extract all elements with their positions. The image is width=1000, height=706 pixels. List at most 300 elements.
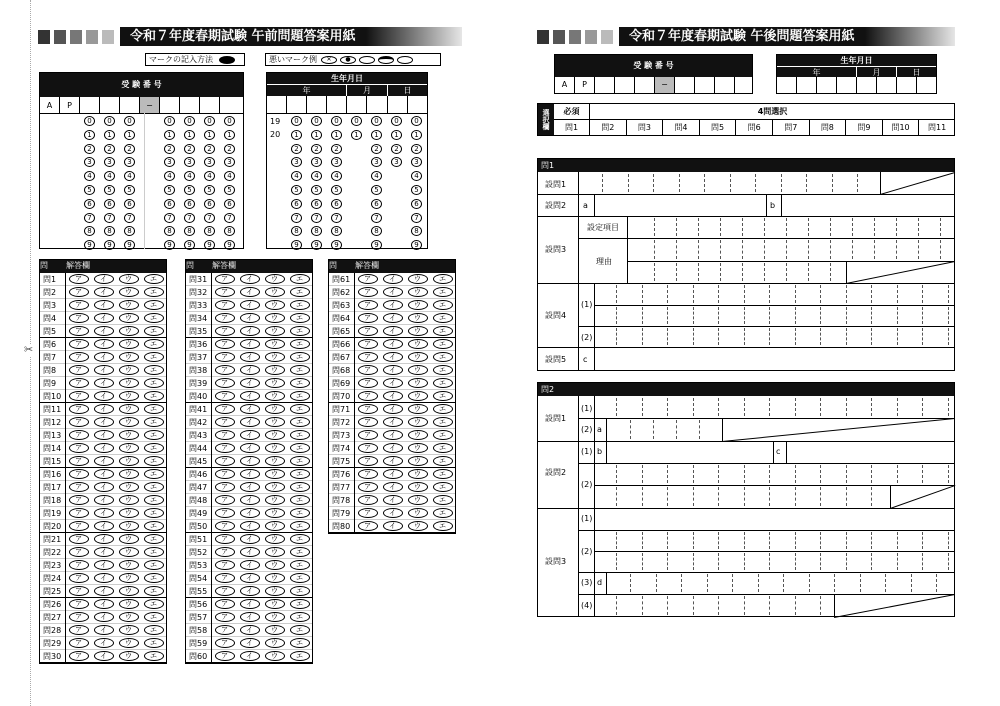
exam-digit-bubble[interactable]: 7 bbox=[224, 213, 235, 223]
am-option-bubble[interactable]: エ bbox=[144, 638, 164, 648]
pm-q1-s2a-field[interactable] bbox=[594, 194, 766, 216]
am-option-bubble[interactable]: イ bbox=[94, 300, 114, 310]
pm-birth-cell[interactable] bbox=[917, 77, 936, 93]
am-option-bubble[interactable]: エ bbox=[144, 495, 164, 505]
exam-digit-bubble[interactable]: 8 bbox=[184, 226, 195, 236]
exam-digit-bubble[interactable]: 5 bbox=[104, 185, 115, 195]
pm-q2-s3d-field[interactable] bbox=[606, 572, 955, 594]
am-option-bubble[interactable]: ウ bbox=[265, 534, 285, 544]
am-option-bubble[interactable]: イ bbox=[383, 443, 403, 453]
exam-digit-bubble[interactable]: 3 bbox=[204, 157, 215, 167]
am-option-bubble[interactable]: ウ bbox=[408, 274, 428, 284]
am-option-bubble[interactable]: ア bbox=[69, 456, 89, 466]
birth-day-bubble[interactable]: 2 bbox=[411, 144, 422, 154]
am-option-bubble[interactable]: エ bbox=[433, 378, 453, 388]
am-option-bubble[interactable]: ア bbox=[215, 300, 235, 310]
am-option-bubble[interactable]: エ bbox=[290, 456, 310, 466]
am-option-bubble[interactable]: ウ bbox=[408, 378, 428, 388]
pm-birth-cell[interactable] bbox=[897, 77, 917, 93]
am-option-bubble[interactable]: イ bbox=[240, 365, 260, 375]
birth-year-bubble[interactable]: 2 bbox=[331, 144, 342, 154]
am-option-bubble[interactable]: ウ bbox=[265, 378, 285, 388]
am-option-bubble[interactable]: イ bbox=[240, 313, 260, 323]
am-option-bubble[interactable]: エ bbox=[433, 287, 453, 297]
exam-digit-bubble[interactable]: 4 bbox=[184, 171, 195, 181]
am-option-bubble[interactable]: イ bbox=[383, 521, 403, 531]
am-option-bubble[interactable]: ア bbox=[358, 365, 378, 375]
am-option-bubble[interactable]: エ bbox=[290, 638, 310, 648]
birth-year-bubble[interactable]: 9 bbox=[331, 240, 342, 250]
birth-year-bubble[interactable]: 0 bbox=[311, 116, 322, 126]
exam-digit-bubble[interactable]: 1 bbox=[104, 130, 115, 140]
am-option-bubble[interactable]: イ bbox=[240, 417, 260, 427]
am-option-bubble[interactable]: ウ bbox=[265, 456, 285, 466]
am-option-bubble[interactable]: ア bbox=[358, 339, 378, 349]
birth-year-bubble[interactable]: 8 bbox=[311, 226, 322, 236]
birth-month-bubble[interactable]: 8 bbox=[371, 226, 382, 236]
am-option-bubble[interactable]: イ bbox=[240, 378, 260, 388]
birth-day-bubble[interactable]: 1 bbox=[411, 130, 422, 140]
am-option-bubble[interactable]: ア bbox=[358, 482, 378, 492]
am-option-bubble[interactable]: イ bbox=[240, 287, 260, 297]
am-option-bubble[interactable]: エ bbox=[144, 456, 164, 466]
exam-digit-bubble[interactable]: 5 bbox=[204, 185, 215, 195]
am-option-bubble[interactable]: ウ bbox=[408, 365, 428, 375]
am-option-bubble[interactable]: エ bbox=[433, 404, 453, 414]
am-option-bubble[interactable]: イ bbox=[94, 339, 114, 349]
exam-digit-bubble[interactable]: 3 bbox=[184, 157, 195, 167]
am-option-bubble[interactable]: イ bbox=[94, 508, 114, 518]
am-option-bubble[interactable]: ウ bbox=[265, 300, 285, 310]
am-option-bubble[interactable]: イ bbox=[240, 560, 260, 570]
am-option-bubble[interactable]: ウ bbox=[119, 391, 139, 401]
am-option-bubble[interactable]: ア bbox=[215, 469, 235, 479]
am-option-bubble[interactable]: ア bbox=[215, 612, 235, 622]
am-option-bubble[interactable]: イ bbox=[94, 638, 114, 648]
birth-day-bubble[interactable]: 8 bbox=[411, 226, 422, 236]
am-birth-cell[interactable] bbox=[287, 96, 307, 113]
exam-digit-bubble[interactable]: 2 bbox=[164, 144, 175, 154]
am-option-bubble[interactable]: イ bbox=[383, 404, 403, 414]
birth-year-bubble[interactable]: 8 bbox=[331, 226, 342, 236]
am-option-bubble[interactable]: エ bbox=[144, 534, 164, 544]
birth-year-bubble[interactable]: 1 bbox=[291, 130, 302, 140]
exam-digit-bubble[interactable]: 2 bbox=[124, 144, 135, 154]
am-option-bubble[interactable]: ア bbox=[69, 495, 89, 505]
am-option-bubble[interactable]: イ bbox=[94, 651, 114, 661]
am-option-bubble[interactable]: エ bbox=[290, 326, 310, 336]
birth-month-bubble[interactable]: 5 bbox=[371, 185, 382, 195]
am-option-bubble[interactable]: ウ bbox=[119, 404, 139, 414]
am-option-bubble[interactable]: エ bbox=[433, 417, 453, 427]
birth-day-bubble[interactable]: 1 bbox=[391, 130, 402, 140]
am-option-bubble[interactable]: ア bbox=[215, 599, 235, 609]
am-option-bubble[interactable]: ウ bbox=[119, 547, 139, 557]
am-option-bubble[interactable]: イ bbox=[383, 417, 403, 427]
am-option-bubble[interactable]: ア bbox=[215, 352, 235, 362]
am-option-bubble[interactable]: ウ bbox=[265, 391, 285, 401]
pm-q1-s1-field[interactable] bbox=[578, 172, 880, 194]
am-option-bubble[interactable]: ウ bbox=[408, 391, 428, 401]
am-option-bubble[interactable]: エ bbox=[290, 495, 310, 505]
am-option-bubble[interactable]: エ bbox=[433, 469, 453, 479]
am-option-bubble[interactable]: ウ bbox=[119, 300, 139, 310]
am-option-bubble[interactable]: ウ bbox=[265, 443, 285, 453]
exam-digit-bubble[interactable]: 2 bbox=[104, 144, 115, 154]
am-option-bubble[interactable]: ア bbox=[69, 326, 89, 336]
am-option-bubble[interactable]: ウ bbox=[265, 573, 285, 583]
exam-digit-bubble[interactable]: 5 bbox=[84, 185, 95, 195]
am-option-bubble[interactable]: ア bbox=[215, 326, 235, 336]
pm-q2-s2b-field[interactable] bbox=[606, 441, 773, 463]
am-option-bubble[interactable]: ウ bbox=[265, 326, 285, 336]
am-option-bubble[interactable]: ア bbox=[358, 300, 378, 310]
am-option-bubble[interactable]: イ bbox=[94, 378, 114, 388]
birth-year-bubble[interactable]: 5 bbox=[331, 185, 342, 195]
exam-digit-bubble[interactable]: 9 bbox=[84, 240, 95, 250]
exam-digit-bubble[interactable]: 9 bbox=[224, 240, 235, 250]
am-birth-cell[interactable] bbox=[327, 96, 347, 113]
am-option-bubble[interactable]: ウ bbox=[119, 560, 139, 570]
birth-year-bubble[interactable]: 6 bbox=[291, 199, 302, 209]
am-option-bubble[interactable]: イ bbox=[240, 404, 260, 414]
birth-year-bubble[interactable]: 4 bbox=[331, 171, 342, 181]
am-birth-cell[interactable] bbox=[388, 96, 408, 113]
am-option-bubble[interactable]: イ bbox=[383, 313, 403, 323]
birth-month-bubble[interactable]: 1 bbox=[351, 130, 362, 140]
am-option-bubble[interactable]: イ bbox=[94, 625, 114, 635]
am-option-bubble[interactable]: ア bbox=[215, 638, 235, 648]
am-option-bubble[interactable]: ウ bbox=[265, 274, 285, 284]
am-option-bubble[interactable]: イ bbox=[240, 586, 260, 596]
pm-exam-digit-cell[interactable] bbox=[635, 77, 655, 93]
am-option-bubble[interactable]: イ bbox=[94, 547, 114, 557]
am-option-bubble[interactable]: ウ bbox=[119, 573, 139, 583]
pm-q1-s3-item-field[interactable] bbox=[627, 216, 955, 238]
am-option-bubble[interactable]: ウ bbox=[119, 287, 139, 297]
am-option-bubble[interactable]: ア bbox=[358, 443, 378, 453]
am-option-bubble[interactable]: ア bbox=[69, 365, 89, 375]
am-exam-digit-cell[interactable] bbox=[160, 97, 180, 113]
exam-digit-bubble[interactable]: 8 bbox=[204, 226, 215, 236]
am-option-bubble[interactable]: イ bbox=[240, 456, 260, 466]
pm-select-question[interactable]: 問2 bbox=[590, 120, 627, 136]
birth-year-bubble[interactable]: 2 bbox=[291, 144, 302, 154]
am-option-bubble[interactable]: エ bbox=[433, 313, 453, 323]
birth-year-bubble[interactable]: 9 bbox=[291, 240, 302, 250]
exam-digit-bubble[interactable]: 1 bbox=[224, 130, 235, 140]
am-option-bubble[interactable]: ウ bbox=[119, 508, 139, 518]
exam-digit-bubble[interactable]: 3 bbox=[164, 157, 175, 167]
am-option-bubble[interactable]: ア bbox=[215, 521, 235, 531]
am-option-bubble[interactable]: イ bbox=[383, 274, 403, 284]
am-option-bubble[interactable]: ウ bbox=[408, 508, 428, 518]
exam-digit-bubble[interactable]: 0 bbox=[184, 116, 195, 126]
exam-digit-bubble[interactable]: 3 bbox=[124, 157, 135, 167]
am-option-bubble[interactable]: ア bbox=[69, 534, 89, 544]
am-option-bubble[interactable]: ア bbox=[69, 287, 89, 297]
am-option-bubble[interactable]: エ bbox=[144, 391, 164, 401]
am-option-bubble[interactable]: エ bbox=[290, 521, 310, 531]
am-option-bubble[interactable]: イ bbox=[94, 521, 114, 531]
am-option-bubble[interactable]: エ bbox=[144, 365, 164, 375]
pm-q2-s1-1-field[interactable] bbox=[594, 396, 955, 418]
pm-select-question[interactable]: 問10 bbox=[883, 120, 920, 136]
am-option-bubble[interactable]: ア bbox=[215, 391, 235, 401]
am-option-bubble[interactable]: エ bbox=[290, 573, 310, 583]
exam-digit-bubble[interactable]: 9 bbox=[204, 240, 215, 250]
am-option-bubble[interactable]: イ bbox=[383, 469, 403, 479]
am-option-bubble[interactable]: ウ bbox=[119, 352, 139, 362]
am-option-bubble[interactable]: イ bbox=[94, 573, 114, 583]
pm-exam-digit-cell[interactable] bbox=[715, 77, 735, 93]
birth-year-bubble[interactable]: 1 bbox=[331, 130, 342, 140]
am-option-bubble[interactable]: ア bbox=[215, 417, 235, 427]
exam-digit-bubble[interactable]: 4 bbox=[84, 171, 95, 181]
exam-digit-bubble[interactable]: 4 bbox=[224, 171, 235, 181]
pm-q2-s1a-field[interactable] bbox=[606, 418, 722, 441]
am-option-bubble[interactable]: ア bbox=[358, 417, 378, 427]
am-option-bubble[interactable]: ア bbox=[69, 339, 89, 349]
am-option-bubble[interactable]: ウ bbox=[265, 313, 285, 323]
am-birth-cell[interactable] bbox=[367, 96, 388, 113]
am-option-bubble[interactable]: エ bbox=[290, 534, 310, 544]
pm-q2-s3-1-field[interactable] bbox=[594, 508, 955, 530]
am-option-bubble[interactable]: ウ bbox=[265, 404, 285, 414]
birth-month-bubble[interactable]: 0 bbox=[371, 116, 382, 126]
am-option-bubble[interactable]: エ bbox=[290, 560, 310, 570]
exam-digit-bubble[interactable]: 7 bbox=[184, 213, 195, 223]
am-option-bubble[interactable]: ア bbox=[69, 417, 89, 427]
birth-day-bubble[interactable]: 0 bbox=[411, 116, 422, 126]
am-option-bubble[interactable]: エ bbox=[144, 599, 164, 609]
exam-digit-bubble[interactable]: 4 bbox=[204, 171, 215, 181]
exam-digit-bubble[interactable]: 5 bbox=[184, 185, 195, 195]
am-option-bubble[interactable]: イ bbox=[94, 404, 114, 414]
am-option-bubble[interactable]: ア bbox=[215, 404, 235, 414]
birth-year-bubble[interactable]: 7 bbox=[311, 213, 322, 223]
am-option-bubble[interactable]: イ bbox=[383, 352, 403, 362]
am-option-bubble[interactable]: ア bbox=[215, 586, 235, 596]
pm-birth-cell[interactable] bbox=[857, 77, 877, 93]
am-option-bubble[interactable]: エ bbox=[290, 586, 310, 596]
am-option-bubble[interactable]: イ bbox=[94, 391, 114, 401]
am-option-bubble[interactable]: ア bbox=[215, 430, 235, 440]
exam-digit-bubble[interactable]: 0 bbox=[124, 116, 135, 126]
am-option-bubble[interactable]: イ bbox=[240, 638, 260, 648]
birth-year-bubble[interactable]: 0 bbox=[331, 116, 342, 126]
am-exam-digit-cell[interactable] bbox=[200, 97, 220, 113]
birth-year-bubble[interactable]: 6 bbox=[331, 199, 342, 209]
am-option-bubble[interactable]: ウ bbox=[119, 339, 139, 349]
am-option-bubble[interactable]: エ bbox=[290, 508, 310, 518]
pm-exam-digit-cell[interactable] bbox=[615, 77, 635, 93]
am-option-bubble[interactable]: エ bbox=[290, 378, 310, 388]
pm-q1-s2b-field[interactable] bbox=[781, 194, 955, 216]
am-option-bubble[interactable]: ア bbox=[358, 274, 378, 284]
exam-digit-bubble[interactable]: 8 bbox=[224, 226, 235, 236]
am-option-bubble[interactable]: ウ bbox=[119, 443, 139, 453]
am-option-bubble[interactable]: イ bbox=[240, 521, 260, 531]
birth-month-bubble[interactable]: 0 bbox=[351, 116, 362, 126]
am-option-bubble[interactable]: イ bbox=[94, 456, 114, 466]
am-option-bubble[interactable]: ア bbox=[215, 495, 235, 505]
am-exam-digit-cell[interactable] bbox=[180, 97, 200, 113]
am-option-bubble[interactable]: ア bbox=[358, 495, 378, 505]
am-option-bubble[interactable]: ア bbox=[69, 378, 89, 388]
am-option-bubble[interactable]: エ bbox=[144, 287, 164, 297]
am-option-bubble[interactable]: エ bbox=[433, 365, 453, 375]
am-option-bubble[interactable]: ア bbox=[358, 430, 378, 440]
am-option-bubble[interactable]: ア bbox=[69, 469, 89, 479]
exam-digit-bubble[interactable]: 3 bbox=[104, 157, 115, 167]
pm-select-question[interactable]: 問1 bbox=[554, 120, 590, 136]
birth-day-bubble[interactable]: 5 bbox=[411, 185, 422, 195]
birth-year-bubble[interactable]: 6 bbox=[311, 199, 322, 209]
exam-digit-bubble[interactable]: 7 bbox=[84, 213, 95, 223]
pm-select-question[interactable]: 問8 bbox=[810, 120, 847, 136]
exam-digit-bubble[interactable]: 2 bbox=[184, 144, 195, 154]
am-option-bubble[interactable]: ウ bbox=[119, 586, 139, 596]
am-option-bubble[interactable]: エ bbox=[144, 586, 164, 596]
am-option-bubble[interactable]: ア bbox=[215, 313, 235, 323]
exam-digit-bubble[interactable]: 0 bbox=[224, 116, 235, 126]
birth-day-bubble[interactable]: 0 bbox=[391, 116, 402, 126]
am-option-bubble[interactable]: イ bbox=[94, 313, 114, 323]
birth-month-bubble[interactable]: 4 bbox=[371, 171, 382, 181]
birth-day-bubble[interactable]: 4 bbox=[411, 171, 422, 181]
exam-digit-bubble[interactable]: 1 bbox=[124, 130, 135, 140]
exam-digit-bubble[interactable]: 8 bbox=[84, 226, 95, 236]
exam-digit-bubble[interactable]: 1 bbox=[204, 130, 215, 140]
exam-digit-bubble[interactable]: 6 bbox=[124, 199, 135, 209]
pm-birth-cell[interactable] bbox=[837, 77, 857, 93]
am-option-bubble[interactable]: ア bbox=[358, 287, 378, 297]
am-option-bubble[interactable]: イ bbox=[383, 430, 403, 440]
am-exam-digit-cell[interactable] bbox=[120, 97, 140, 113]
am-option-bubble[interactable]: ア bbox=[358, 313, 378, 323]
am-option-bubble[interactable]: エ bbox=[290, 352, 310, 362]
am-option-bubble[interactable]: エ bbox=[290, 599, 310, 609]
am-option-bubble[interactable]: イ bbox=[383, 391, 403, 401]
am-option-bubble[interactable]: エ bbox=[144, 326, 164, 336]
am-option-bubble[interactable]: イ bbox=[94, 586, 114, 596]
am-option-bubble[interactable]: ウ bbox=[119, 430, 139, 440]
am-option-bubble[interactable]: エ bbox=[144, 352, 164, 362]
am-option-bubble[interactable]: ウ bbox=[119, 365, 139, 375]
am-option-bubble[interactable]: エ bbox=[433, 456, 453, 466]
exam-digit-bubble[interactable]: 0 bbox=[84, 116, 95, 126]
exam-digit-bubble[interactable]: 5 bbox=[164, 185, 175, 195]
birth-day-bubble[interactable]: 7 bbox=[411, 213, 422, 223]
am-option-bubble[interactable]: イ bbox=[383, 456, 403, 466]
birth-month-bubble[interactable]: 1 bbox=[371, 130, 382, 140]
am-option-bubble[interactable]: ウ bbox=[119, 495, 139, 505]
am-option-bubble[interactable]: エ bbox=[290, 469, 310, 479]
am-option-bubble[interactable]: ア bbox=[69, 599, 89, 609]
am-exam-digit-cell[interactable] bbox=[100, 97, 120, 113]
am-option-bubble[interactable]: イ bbox=[94, 417, 114, 427]
am-option-bubble[interactable]: ア bbox=[358, 521, 378, 531]
am-option-bubble[interactable]: エ bbox=[290, 313, 310, 323]
am-option-bubble[interactable]: エ bbox=[290, 287, 310, 297]
am-option-bubble[interactable]: ウ bbox=[408, 430, 428, 440]
am-option-bubble[interactable]: ア bbox=[215, 651, 235, 661]
birth-year-bubble[interactable]: 5 bbox=[311, 185, 322, 195]
birth-year-bubble[interactable]: 1 bbox=[311, 130, 322, 140]
pm-q1-s5c-field[interactable] bbox=[594, 347, 955, 371]
am-option-bubble[interactable]: エ bbox=[433, 430, 453, 440]
am-option-bubble[interactable]: イ bbox=[94, 482, 114, 492]
am-option-bubble[interactable]: ウ bbox=[408, 469, 428, 479]
am-option-bubble[interactable]: ウ bbox=[265, 638, 285, 648]
am-option-bubble[interactable]: ア bbox=[69, 573, 89, 583]
am-option-bubble[interactable]: ア bbox=[69, 313, 89, 323]
exam-digit-bubble[interactable]: 3 bbox=[84, 157, 95, 167]
exam-digit-bubble[interactable]: 1 bbox=[164, 130, 175, 140]
pm-select-question[interactable]: 問5 bbox=[700, 120, 737, 136]
pm-q2-s2c-field[interactable] bbox=[786, 441, 955, 463]
am-option-bubble[interactable]: ウ bbox=[265, 651, 285, 661]
birth-year-bubble[interactable]: 5 bbox=[291, 185, 302, 195]
exam-digit-bubble[interactable]: 8 bbox=[164, 226, 175, 236]
am-option-bubble[interactable]: イ bbox=[240, 352, 260, 362]
am-option-bubble[interactable]: ウ bbox=[408, 482, 428, 492]
am-option-bubble[interactable]: エ bbox=[144, 378, 164, 388]
am-option-bubble[interactable]: ア bbox=[215, 456, 235, 466]
am-birth-cell[interactable] bbox=[267, 96, 287, 113]
am-option-bubble[interactable]: エ bbox=[144, 300, 164, 310]
am-option-bubble[interactable]: エ bbox=[290, 443, 310, 453]
am-option-bubble[interactable]: ウ bbox=[119, 651, 139, 661]
birth-year-bubble[interactable]: 3 bbox=[311, 157, 322, 167]
am-option-bubble[interactable]: ア bbox=[69, 508, 89, 518]
pm-select-question[interactable]: 問11 bbox=[928, 123, 947, 132]
am-option-bubble[interactable]: イ bbox=[240, 430, 260, 440]
am-option-bubble[interactable]: イ bbox=[94, 495, 114, 505]
am-option-bubble[interactable]: イ bbox=[383, 287, 403, 297]
exam-digit-bubble[interactable]: 1 bbox=[84, 130, 95, 140]
am-option-bubble[interactable]: イ bbox=[240, 599, 260, 609]
birth-day-bubble[interactable]: 6 bbox=[411, 199, 422, 209]
birth-year-bubble[interactable]: 3 bbox=[291, 157, 302, 167]
am-option-bubble[interactable]: ウ bbox=[408, 456, 428, 466]
am-option-bubble[interactable]: エ bbox=[144, 573, 164, 583]
pm-q1-s4-2-field[interactable] bbox=[594, 326, 955, 347]
birth-year-bubble[interactable]: 7 bbox=[291, 213, 302, 223]
exam-digit-bubble[interactable]: 7 bbox=[104, 213, 115, 223]
birth-year-bubble[interactable]: 8 bbox=[291, 226, 302, 236]
am-option-bubble[interactable]: イ bbox=[383, 365, 403, 375]
exam-digit-bubble[interactable]: 7 bbox=[204, 213, 215, 223]
am-option-bubble[interactable]: イ bbox=[240, 469, 260, 479]
am-option-bubble[interactable]: ウ bbox=[119, 599, 139, 609]
am-option-bubble[interactable]: ア bbox=[69, 404, 89, 414]
am-option-bubble[interactable]: ウ bbox=[408, 495, 428, 505]
pm-exam-digit-cell[interactable] bbox=[735, 77, 752, 93]
am-option-bubble[interactable]: イ bbox=[383, 339, 403, 349]
am-option-bubble[interactable]: ウ bbox=[408, 287, 428, 297]
am-option-bubble[interactable]: ア bbox=[69, 547, 89, 557]
am-option-bubble[interactable]: エ bbox=[433, 274, 453, 284]
birth-month-bubble[interactable]: 3 bbox=[371, 157, 382, 167]
birth-day-bubble[interactable]: 9 bbox=[411, 240, 422, 250]
am-option-bubble[interactable]: イ bbox=[240, 612, 260, 622]
am-option-bubble[interactable]: エ bbox=[290, 365, 310, 375]
am-option-bubble[interactable]: イ bbox=[240, 326, 260, 336]
am-option-bubble[interactable]: ア bbox=[215, 482, 235, 492]
am-option-bubble[interactable]: イ bbox=[94, 274, 114, 284]
